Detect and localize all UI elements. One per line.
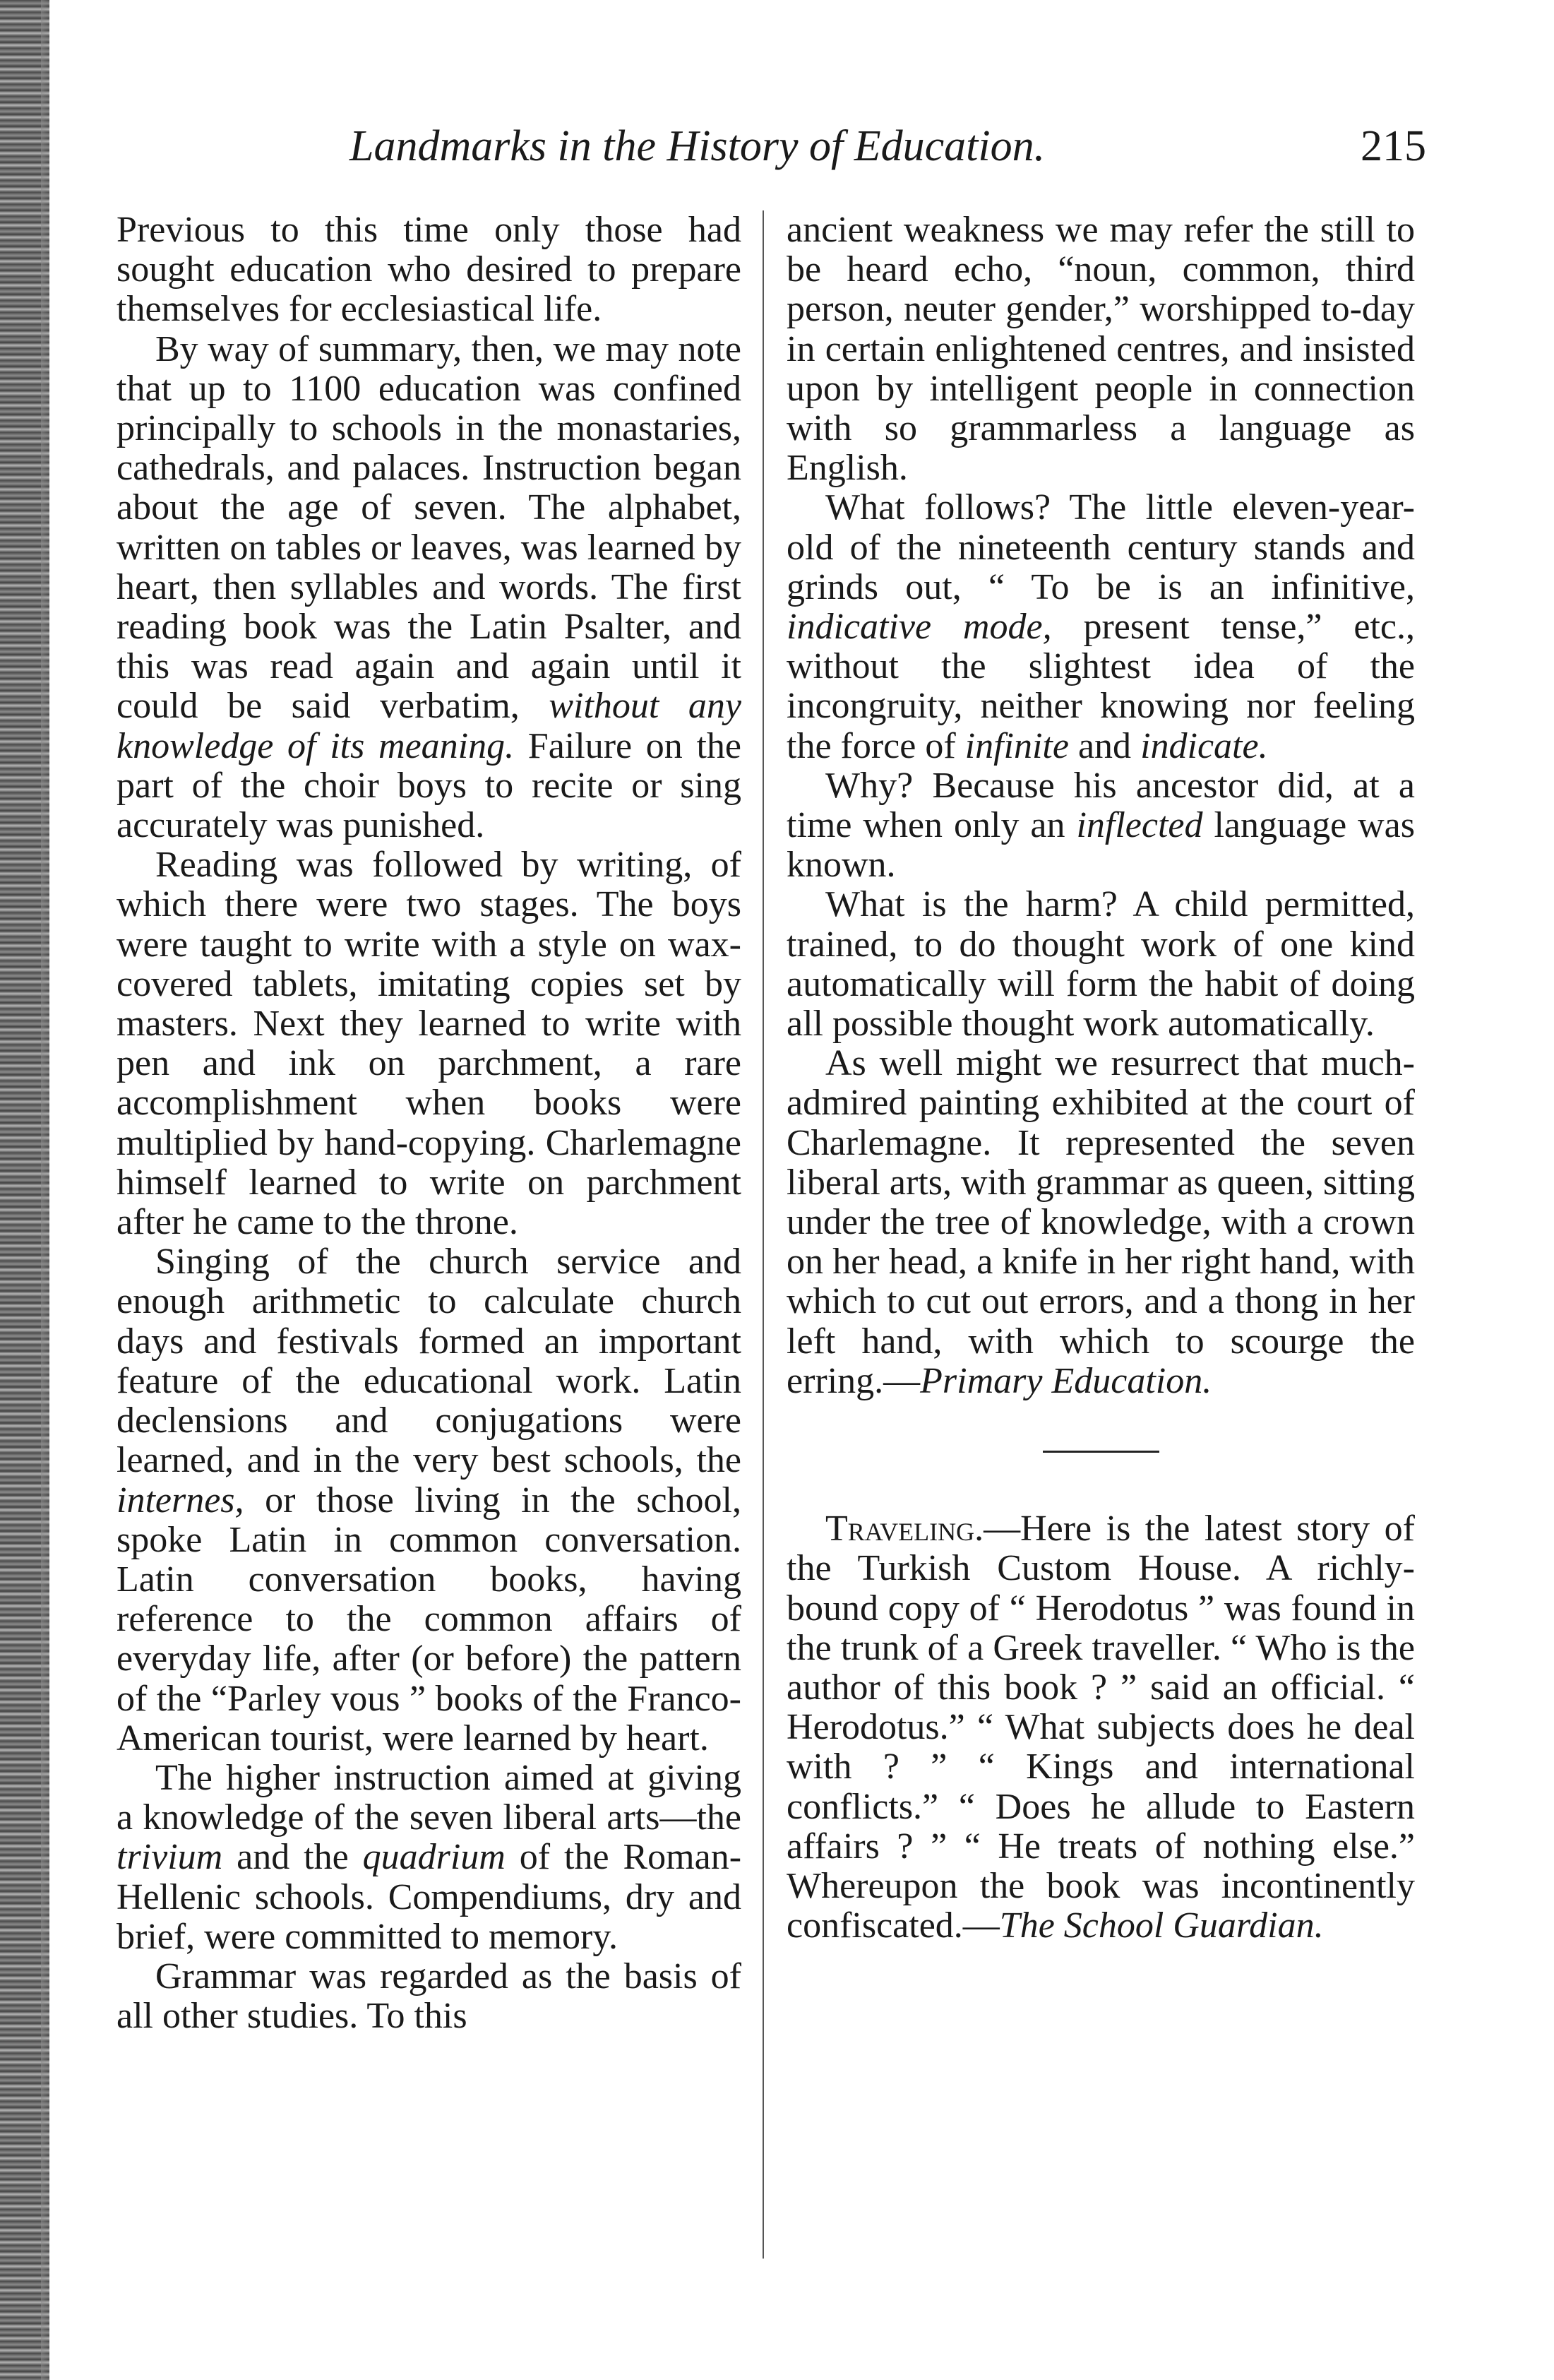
paragraph: Why? Because his ancestor did, at a time when only an inflected language was known.	[787, 765, 1415, 886]
paragraph: Singing of the church service and enough arithmetic to calculate church days and festivals formed an important feature of the educational work. Latin declensions and conjugations were learned, and in the very best schools, the internes, or those living in the school, spoke Latin in common conversation. Latin conversation books, having reference to the common affairs of everyday life, after (or before) the pattern of the “Parley vous ” books of the Franco-American tourist, were learned by heart.	[116, 1242, 741, 1759]
page-number: 215	[1361, 122, 1426, 170]
paragraph: What is the harm? A child permitted, trained, to do thought work of one kind automatically will form the habit of doing all possible thought work automatically.	[787, 884, 1415, 1045]
paragraph: As well might we resurrect that much-admired painting exhibited at the court of Charlemagne. It represented the seven liberal arts, with grammar as queen, sitting under the tree of knowledge, with a crown on her head, a knife in her right hand, with which to cut out errors, and a thong in her left hand, with which to scourge the erring.—Primary Education.	[787, 1043, 1415, 1401]
paragraph: Traveling.—Here is the latest story of the Turkish Custom House. A richly-bound copy of “ Herodotus ” was found in the trunk of a Greek traveller. “ Who is the author of this book ? ” said an official. “ Herodotus.” “ What subjects does he deal with ? ” “ Kings and international conflicts.” “ Does he allude to Eastern affairs ? ” “ He treats of nothing else.” Whereupon the book was incontinently confiscated.—The School Guardian.	[787, 1509, 1415, 1946]
paragraph: Previous to this time only those had sought education who desired to prepare themselves for ecclesiastical life.	[116, 210, 741, 330]
right-column	[787, 210, 1415, 1946]
section-divider	[1043, 1451, 1159, 1453]
page-binding-edge	[0, 0, 49, 2380]
paragraph: The higher instruction aimed at giving a knowledge of the seven liberal arts—the trivium and the quadrium of the Roman-Hellenic schools. Compendiums, dry and brief, were committed to memory.	[116, 1757, 742, 1957]
paragraph: Reading was followed by writing, of which there were two stages. The boys were taught to write with a style on wax-covered tablets, imitating copies set by masters. Next they learned to write with pen and ink on parchment, a rare accomplishment when books were multiplied by hand-copying. Charlemagne himself learned to write on parchment after he came to the throne.	[116, 845, 741, 1243]
paragraph: By way of summary, then, we may note that up to 1100 education was confined principally to schools in the monastaries, cathedrals, and palaces. Instruction began about the age of seven. The alphabet, written on tables or leaves, was learned by heart, then syllables and words. The first reading book was the Latin Psalter, and this was read again and again until it could be said verbatim, without any knowledge of its meaning. Failure on the part of the choir boys to recite or sing accurately was punished.	[116, 328, 741, 846]
page-header	[113, 121, 1426, 185]
paragraph: Grammar was regarded as the basis of all other studies. To this	[116, 1956, 741, 2037]
section-lead: Traveling.	[825, 1509, 984, 1549]
left-column	[116, 210, 741, 2036]
paragraph: What follows? The little eleven-year-old of the nineteenth century stands and grinds out, “ To be is an infinitive, indicative mode, present tense,” etc., without the slightest idea of the incongruity, neither knowing nor feeling the force of infinite and indicate.	[787, 487, 1415, 766]
column-divider	[763, 210, 764, 2259]
running-title: Landmarks in the History of Education.	[349, 122, 1046, 170]
paragraph: ancient weakness we may refer the still to be heard echo, “noun, common, third person, neuter gender,” worshipped to-day in certain enlightened centres, and insisted upon by intelligent people in connection with so grammarless a language as English.	[787, 210, 1415, 489]
